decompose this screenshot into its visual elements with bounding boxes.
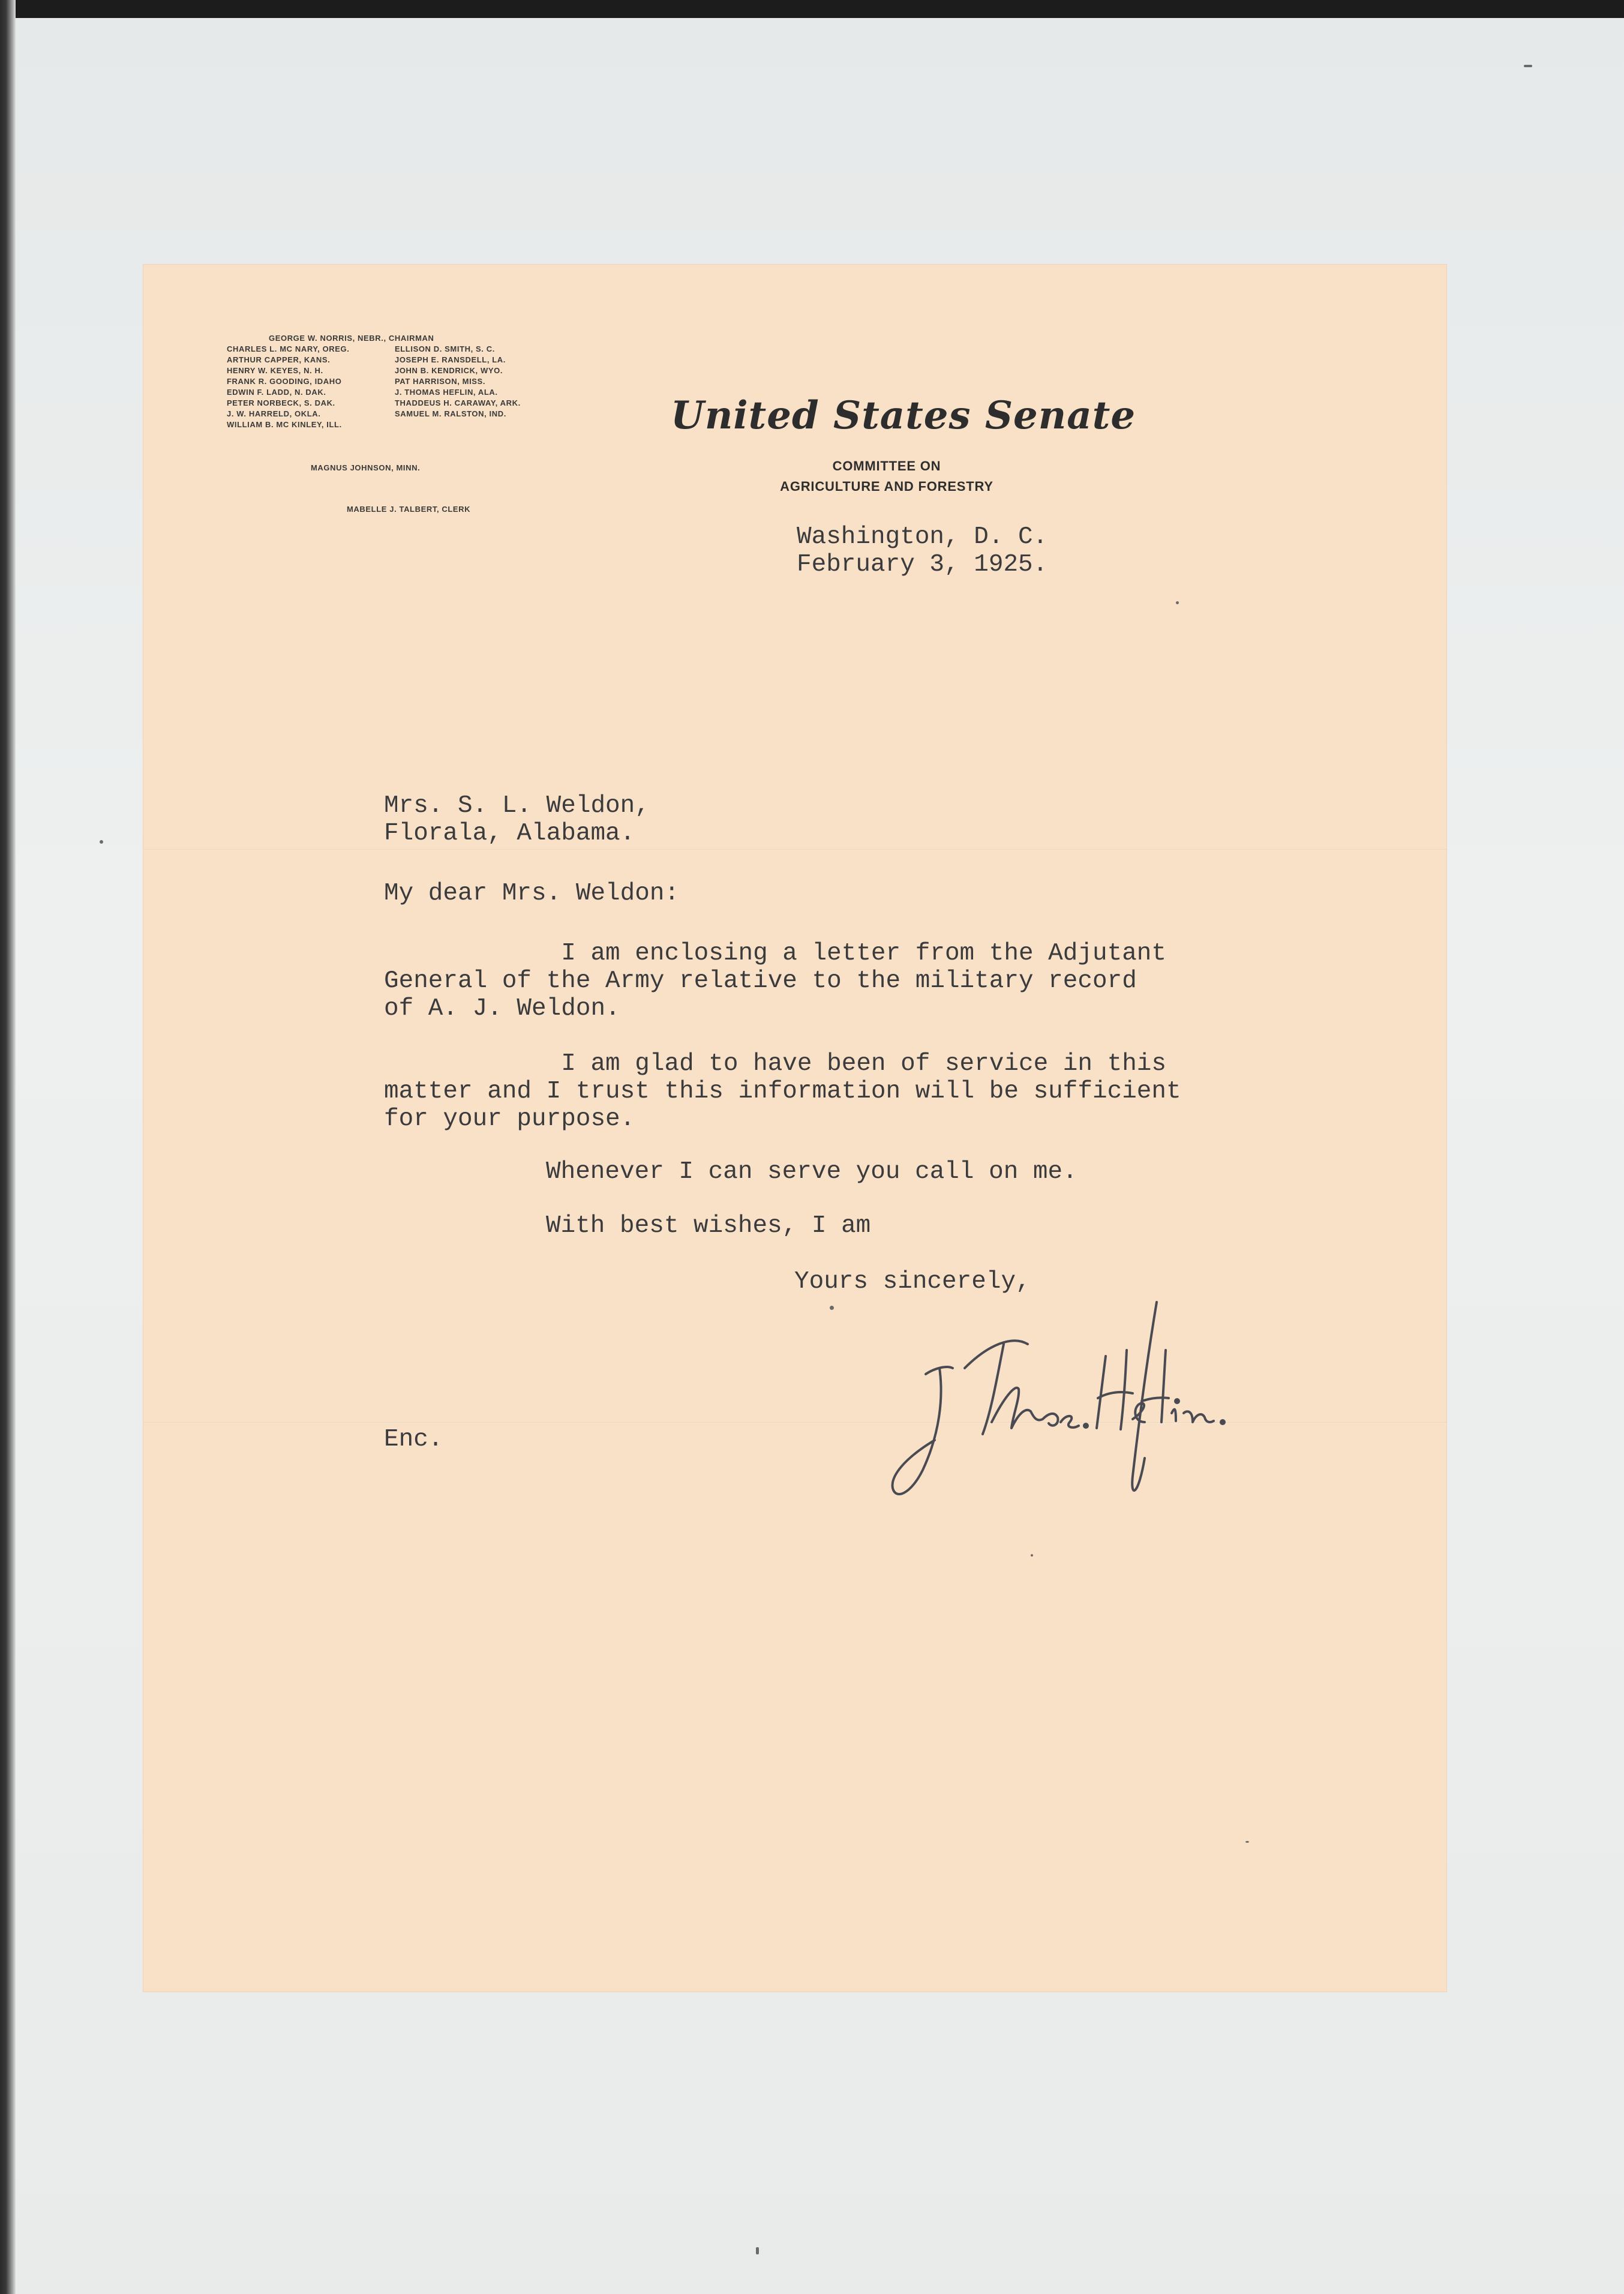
clerk-line: MABELLE J. TALBERT, CLERK: [347, 505, 471, 514]
members-right-column: [395, 344, 521, 419]
paragraph-2-line-1: I am glad to have been of service in this: [384, 1050, 1167, 1078]
committee-name: [731, 456, 1043, 497]
closing: Yours sincerely,: [794, 1268, 1031, 1296]
scan-speck: [1524, 65, 1532, 67]
scanner-left-edge: [0, 0, 16, 2294]
date-line: February 3, 1925.: [797, 551, 1048, 578]
member-name: FRANK R. GOODING, IDAHO: [227, 377, 342, 386]
recipient-name: Mrs. S. L. Weldon,: [384, 792, 650, 820]
handwritten-signature: [869, 1278, 1241, 1518]
enclosure-note: Enc.: [384, 1426, 443, 1453]
paragraph-2-line-2: matter and I trust this information will be sufficient: [384, 1078, 1181, 1105]
member-name: THADDEUS H. CARAWAY, ARK.: [395, 398, 521, 407]
member-name: JOSEPH E. RANSDELL, LA.: [395, 355, 506, 364]
member-name: HENRY W. KEYES, N. H.: [227, 366, 323, 375]
paper-speck: [1031, 1554, 1033, 1557]
paragraph-1-line-1: I am enclosing a letter from the Adjutant: [384, 940, 1167, 967]
member-name: ARTHUR CAPPER, KANS.: [227, 355, 331, 364]
member-name: PETER NORBECK, S. DAK.: [227, 398, 335, 407]
committee-line-2: AGRICULTURE AND FORESTRY: [780, 479, 993, 494]
member-name: WILLIAM B. MC KINLEY, ILL.: [227, 420, 342, 429]
scan-speck: [100, 840, 103, 844]
paragraph-2-line-3: for your purpose.: [384, 1105, 635, 1133]
chairman-line: GEORGE W. NORRIS, NEBR., CHAIRMAN: [269, 334, 434, 343]
member-name: J. W. HARRELD, OKLA.: [227, 409, 321, 418]
members-left-column: [227, 344, 349, 430]
place-line: Washington, D. C.: [797, 523, 1048, 551]
wishes-line: With best wishes, I am: [546, 1212, 871, 1240]
paper-speck: [1245, 1841, 1249, 1843]
paper-speck: [830, 1306, 834, 1310]
paragraph-1-line-2: General of the Army relative to the military record: [384, 967, 1137, 995]
letterhead-title: United States Senate: [671, 393, 1136, 438]
committee-line-1: COMMITTEE ON: [832, 458, 941, 473]
salutation: My dear Mrs. Weldon:: [384, 880, 680, 907]
member-name: EDWIN F. LADD, N. DAK.: [227, 388, 326, 397]
fold-line-lower: [143, 1422, 1447, 1424]
member-name: ELLISON D. SMITH, S. C.: [395, 344, 495, 353]
recipient-address: Florala, Alabama.: [384, 820, 635, 847]
scanner-top-edge: [0, 0, 1624, 18]
paper-speck: [1176, 601, 1179, 604]
member-name: J. THOMAS HEFLIN, ALA.: [395, 388, 498, 397]
member-name: SAMUEL M. RALSTON, IND.: [395, 409, 506, 418]
offer-line: Whenever I can serve you call on me.: [546, 1158, 1077, 1186]
member-name: CHARLES L. MC NARY, OREG.: [227, 344, 350, 353]
letter-sheet: [143, 264, 1447, 1992]
member-name: JOHN B. KENDRICK, WYO.: [395, 366, 503, 375]
member-name-last: MAGNUS JOHNSON, MINN.: [311, 463, 421, 472]
paragraph-1-line-3: of A. J. Weldon.: [384, 995, 620, 1022]
member-name: PAT HARRISON, MISS.: [395, 377, 486, 386]
scan-speck: [756, 2247, 759, 2254]
fold-line-upper: [143, 849, 1447, 851]
